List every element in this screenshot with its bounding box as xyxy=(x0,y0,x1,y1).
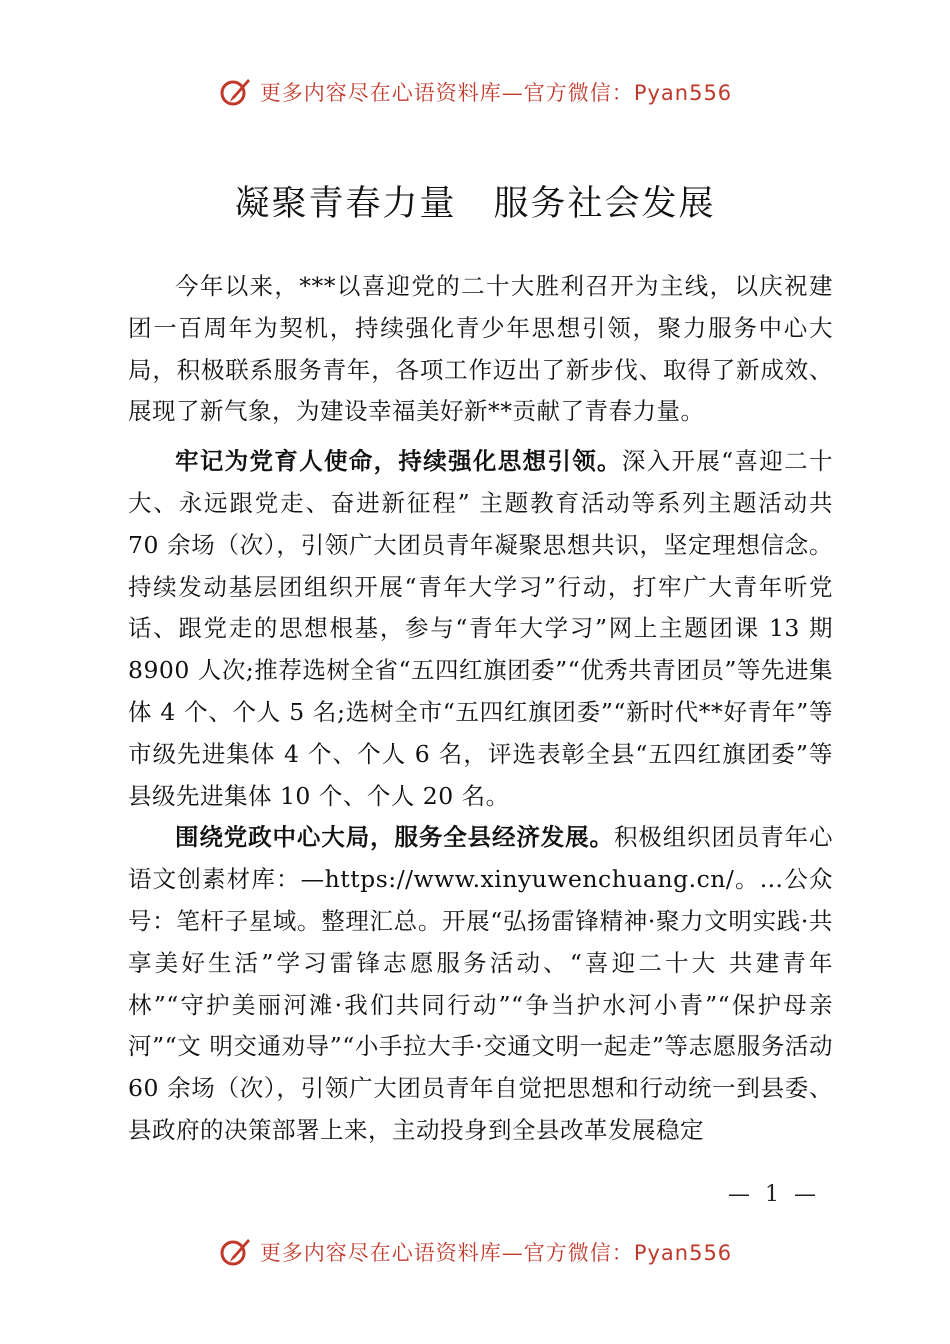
banner-text: 更多内容尽在心语资料库—官方微信：Pyan556 xyxy=(259,81,733,105)
banner-text: 更多内容尽在心语资料库—官方微信：Pyan556 xyxy=(259,1241,733,1265)
paragraph-text: 深入开展“喜迎二十大、永远跟党走、奋进新征程” 主题教育活动等系列主题活动共 70 余场（次），引领广大团员青年凝聚思想共识，坚定理想信念。持续发动基层团组织开展“青年大学习”行动，打牢广大青年听党话、跟党走的思想根基，参与“青年大学习”网上主题团课 13 期 8900 人次;推荐选树全省“五四红旗团委”“优秀共青团员”等先进集体 4 个、个人 5 名;选树全市“五四红旗团委”“新时代**好青年”等市级先进集体 4 个、个人 6 名，评选表彰全县“五四红旗团委”等县级先进集体 10 个、个人 20 名。 xyxy=(128,447,833,810)
pen-logo-icon xyxy=(218,75,252,109)
page-number: — 1 — xyxy=(728,1182,820,1207)
wechat-id: Pyan556 xyxy=(633,81,733,105)
document-body xyxy=(128,266,833,1152)
paragraph-lead: 围绕党政中心大局，服务全县经济发展。 xyxy=(175,823,614,852)
paragraph-text: 积极组织团员青年心语文创素材库：—https://www.xinyuwenchuang.cn/。…公众号：笔杆子星域。整理汇总。开展“弘扬雷锋精神·聚力文明实践·共享美好生活”学习雷锋志愿服务活动、“喜迎二十大 共建青年林”“守护美丽河滩·我们共同行动”“争当护水河小青”“保护母亲河”“文 明交通劝导”“小手拉大手·交通文明一起走”等志愿服务活动 60 余场（次），引领广大团员青年自觉把思想和行动统一到县委、县政府的决策部署上来，主动投身到全县改革发展稳定 xyxy=(128,823,834,1144)
paragraph-economy xyxy=(128,817,833,1151)
pen-logo-icon xyxy=(218,1235,252,1269)
header-watermark-banner xyxy=(0,72,950,112)
wechat-id: Pyan556 xyxy=(633,1241,733,1265)
paragraph-intro xyxy=(128,266,833,433)
paragraph-lead: 牢记为党育人使命，持续强化思想引领。 xyxy=(175,447,622,476)
paragraph-text: 今年以来，***以喜迎党的二十大胜利召开为主线，以庆祝建团一百周年为契机，持续强化青少年思想引领，聚力服务中心大局，积极联系服务青年，各项工作迈出了新步伐、取得了新成效、展现了新气象，为建设幸福美好新**贡献了青春力量。 xyxy=(128,272,833,426)
footer-watermark-banner xyxy=(0,1232,950,1272)
paragraph-ideology xyxy=(128,441,833,817)
document-title: 凝聚青春力量 服务社会发展 xyxy=(234,184,716,224)
